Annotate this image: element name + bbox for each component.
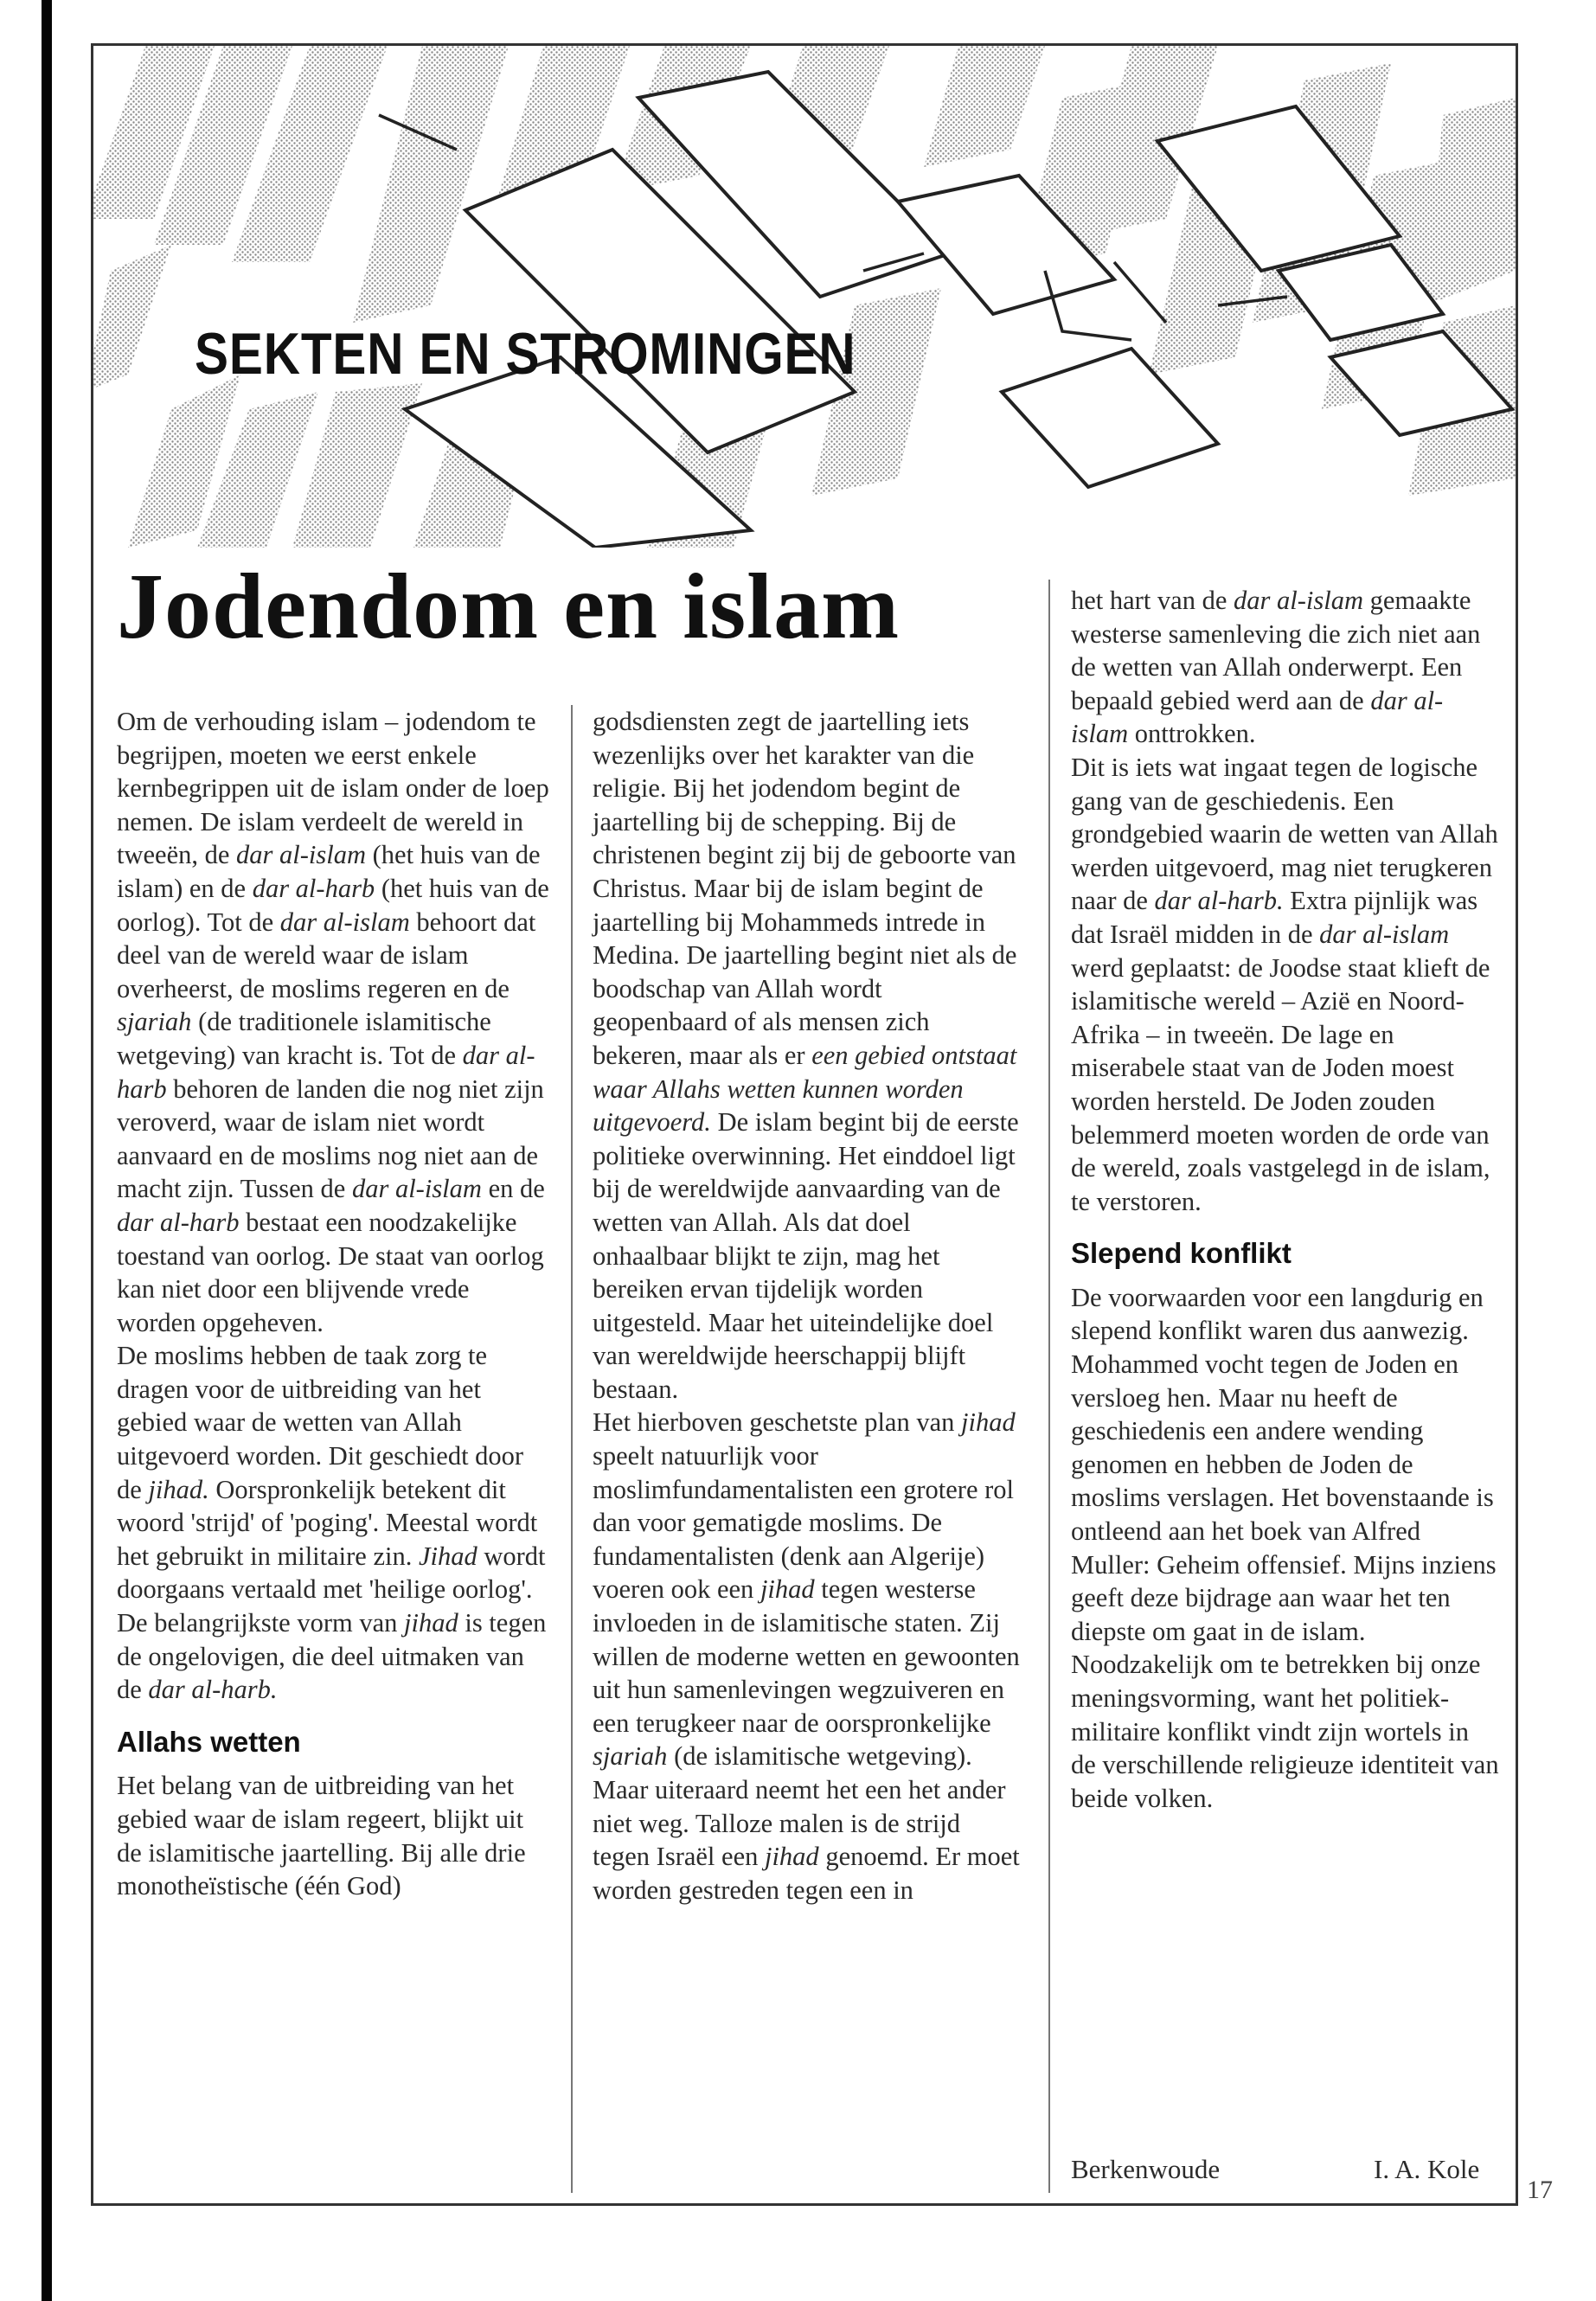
article-column-1 <box>117 705 549 1903</box>
article-column-2 <box>593 705 1021 1907</box>
column-divider-2 <box>1048 580 1050 2193</box>
subheading-allahs-wetten: Allahs wetten <box>117 1725 301 1758</box>
paragraph: Het hierboven geschetste plan van jihad speelt natuurlijk voor moslimfundamentalisten een grotere rol dan voor gematigde moslims. De fundamentalisten (denk aan Algerije) voeren ook een jihad tegen westerse invloeden in de islamitische staten. Zij willen de moderne wetten en gewoonten uit hun samenlevingen wegzuiveren en een terugkeer naar de oorspronkelijke sjariah (de islamitische wetgeving). <box>593 1407 1020 1772</box>
column-divider-1 <box>571 705 573 2193</box>
header-banner-graphic <box>93 46 1516 548</box>
signature-author: I. A. Kole <box>1374 2154 1480 2184</box>
article-title: Jodendom en islam <box>117 555 901 658</box>
paragraph: godsdiensten zegt de jaartelling iets wezenlijks over het karakter van die religie. Bij het jodendom begint de jaartelling bij de schepping. Bij de christenen begint zij bij de geboorte van Christus. Maar bij de islam begint de jaartelling bij Mohammeds intrede in Medina. De jaartelling begint niet als de boodschap van Allah wordt geopenbaard of als mensen zich bekeren, maar als er een gebied ontstaat waar Allahs wetten kunnen worden uitgevoerd. De islam begint bij de eerste politieke overwinning. Het einddoel ligt bij de wereldwijde aanvaarding van de wetten van Allah. Als dat doel onhaalbaar blijkt te zijn, mag het bereiken ervan tijdelijk worden uitgesteld. Maar het uiteindelijke doel van wereldwijde heerschappij blijft bestaan. <box>593 707 1019 1404</box>
paragraph: Om de verhouding islam – jodendom te begrijpen, moeten we eerst enkele kernbegrippen uit de islam onder de loep nemen. De islam verdeelt de wereld in tweeën, de dar al-islam (het huis van de islam) en de dar al-harb (het huis van de oorlog). Tot de dar al-islam behoort dat deel van de wereld waar de islam overheerst, de moslims regeren en de sjariah (de traditionele islamitische wetgeving) van kracht is. Tot de dar al-harb behoren de landen die nog niet zijn veroverd, waar de islam niet wordt aanvaard en de moslims nog niet aan de macht zijn. Tussen de dar al-islam en de dar al-harb bestaat een noodzakelijke toestand van oorlog. De staat van oorlog kan niet door een blijvende vrede worden opgeheven. <box>117 707 549 1337</box>
paragraph: Maar uiteraard neemt het een het ander niet weg. Talloze malen is de strijd tegen Israël een jihad genoemd. Er moet worden gestreden tegen een in <box>593 1775 1020 1905</box>
paragraph: De moslims hebben de taak zorg te dragen voor de uitbreiding van het gebied waar de wetten van Allah uitgevoerd worden. Dit geschiedt door de jihad. Oorspronkelijk betekent dit woord 'strijd' of 'poging'. Meestal wordt het gebruikt in militaire zin. Jihad wordt doorgaans vertaald met 'heilige oorlog'. De belangrijkste vorm van jihad is tegen de ongelovigen, die deel uitmaken van de dar al-harb. <box>117 1341 547 1705</box>
signature-place: Berkenwoude <box>1071 2154 1221 2184</box>
article-column-3 <box>1071 584 1499 1815</box>
paragraph: De voorwaarden voor een langdurig en slepend konflikt waren dus aanwezig. Mohammed vocht tegen de Joden en versloeg hen. Maar nu heeft de geschiedenis een andere wending genomen en hebben de Joden de moslims verslagen. Het bovenstaande is ontleend aan het boek van Alfred Muller: Geheim offensief. Mijns inziens geeft deze bijdrage aan waar het ten diepste om gaat in de islam. Noodzakelijk om te betrekken bij onze meningsvorming, want het politiek-militaire konflikt vindt zijn wortels in de verschillende religieuze identiteit van beide volken. <box>1071 1282 1499 1813</box>
section-label: SEKTEN EN STROMINGEN <box>195 321 856 387</box>
page-number: 17 <box>1527 2176 1553 2204</box>
left-edge-bar <box>42 0 52 2301</box>
paragraph: Dit is iets wat ingaat tegen de logische gang van de geschiedenis. Een grondgebied waarin de wetten van Allah werden uitgevoerd, mag niet terugkeren naar de dar al-harb. Extra pijnlijk was dat Israël midden in de dar al-islam werd geplaatst: de Joodse staat klieft de islamitische wereld – Azië en Noord-Afrika – in tweeën. De lage en miserabele staat van de Joden moest worden hersteld. De Joden zouden belemmerd moeten worden de orde van de wereld, zoals vastgelegd in de islam, te verstoren. <box>1071 752 1498 1216</box>
paragraph: Het belang van de uitbreiding van het gebied waar de islam regeert, blijkt uit de islamitische jaartelling. Bij alle drie monotheïstische (één God) <box>117 1771 526 1901</box>
paragraph: het hart van de dar al-islam gemaakte westerse samenleving die zich niet aan de wetten van Allah onderwerpt. Een bepaald gebied werd aan de dar al-islam onttrokken. <box>1071 586 1481 749</box>
subheading-slepend-konflikt: Slepend konflikt <box>1071 1237 1292 1270</box>
